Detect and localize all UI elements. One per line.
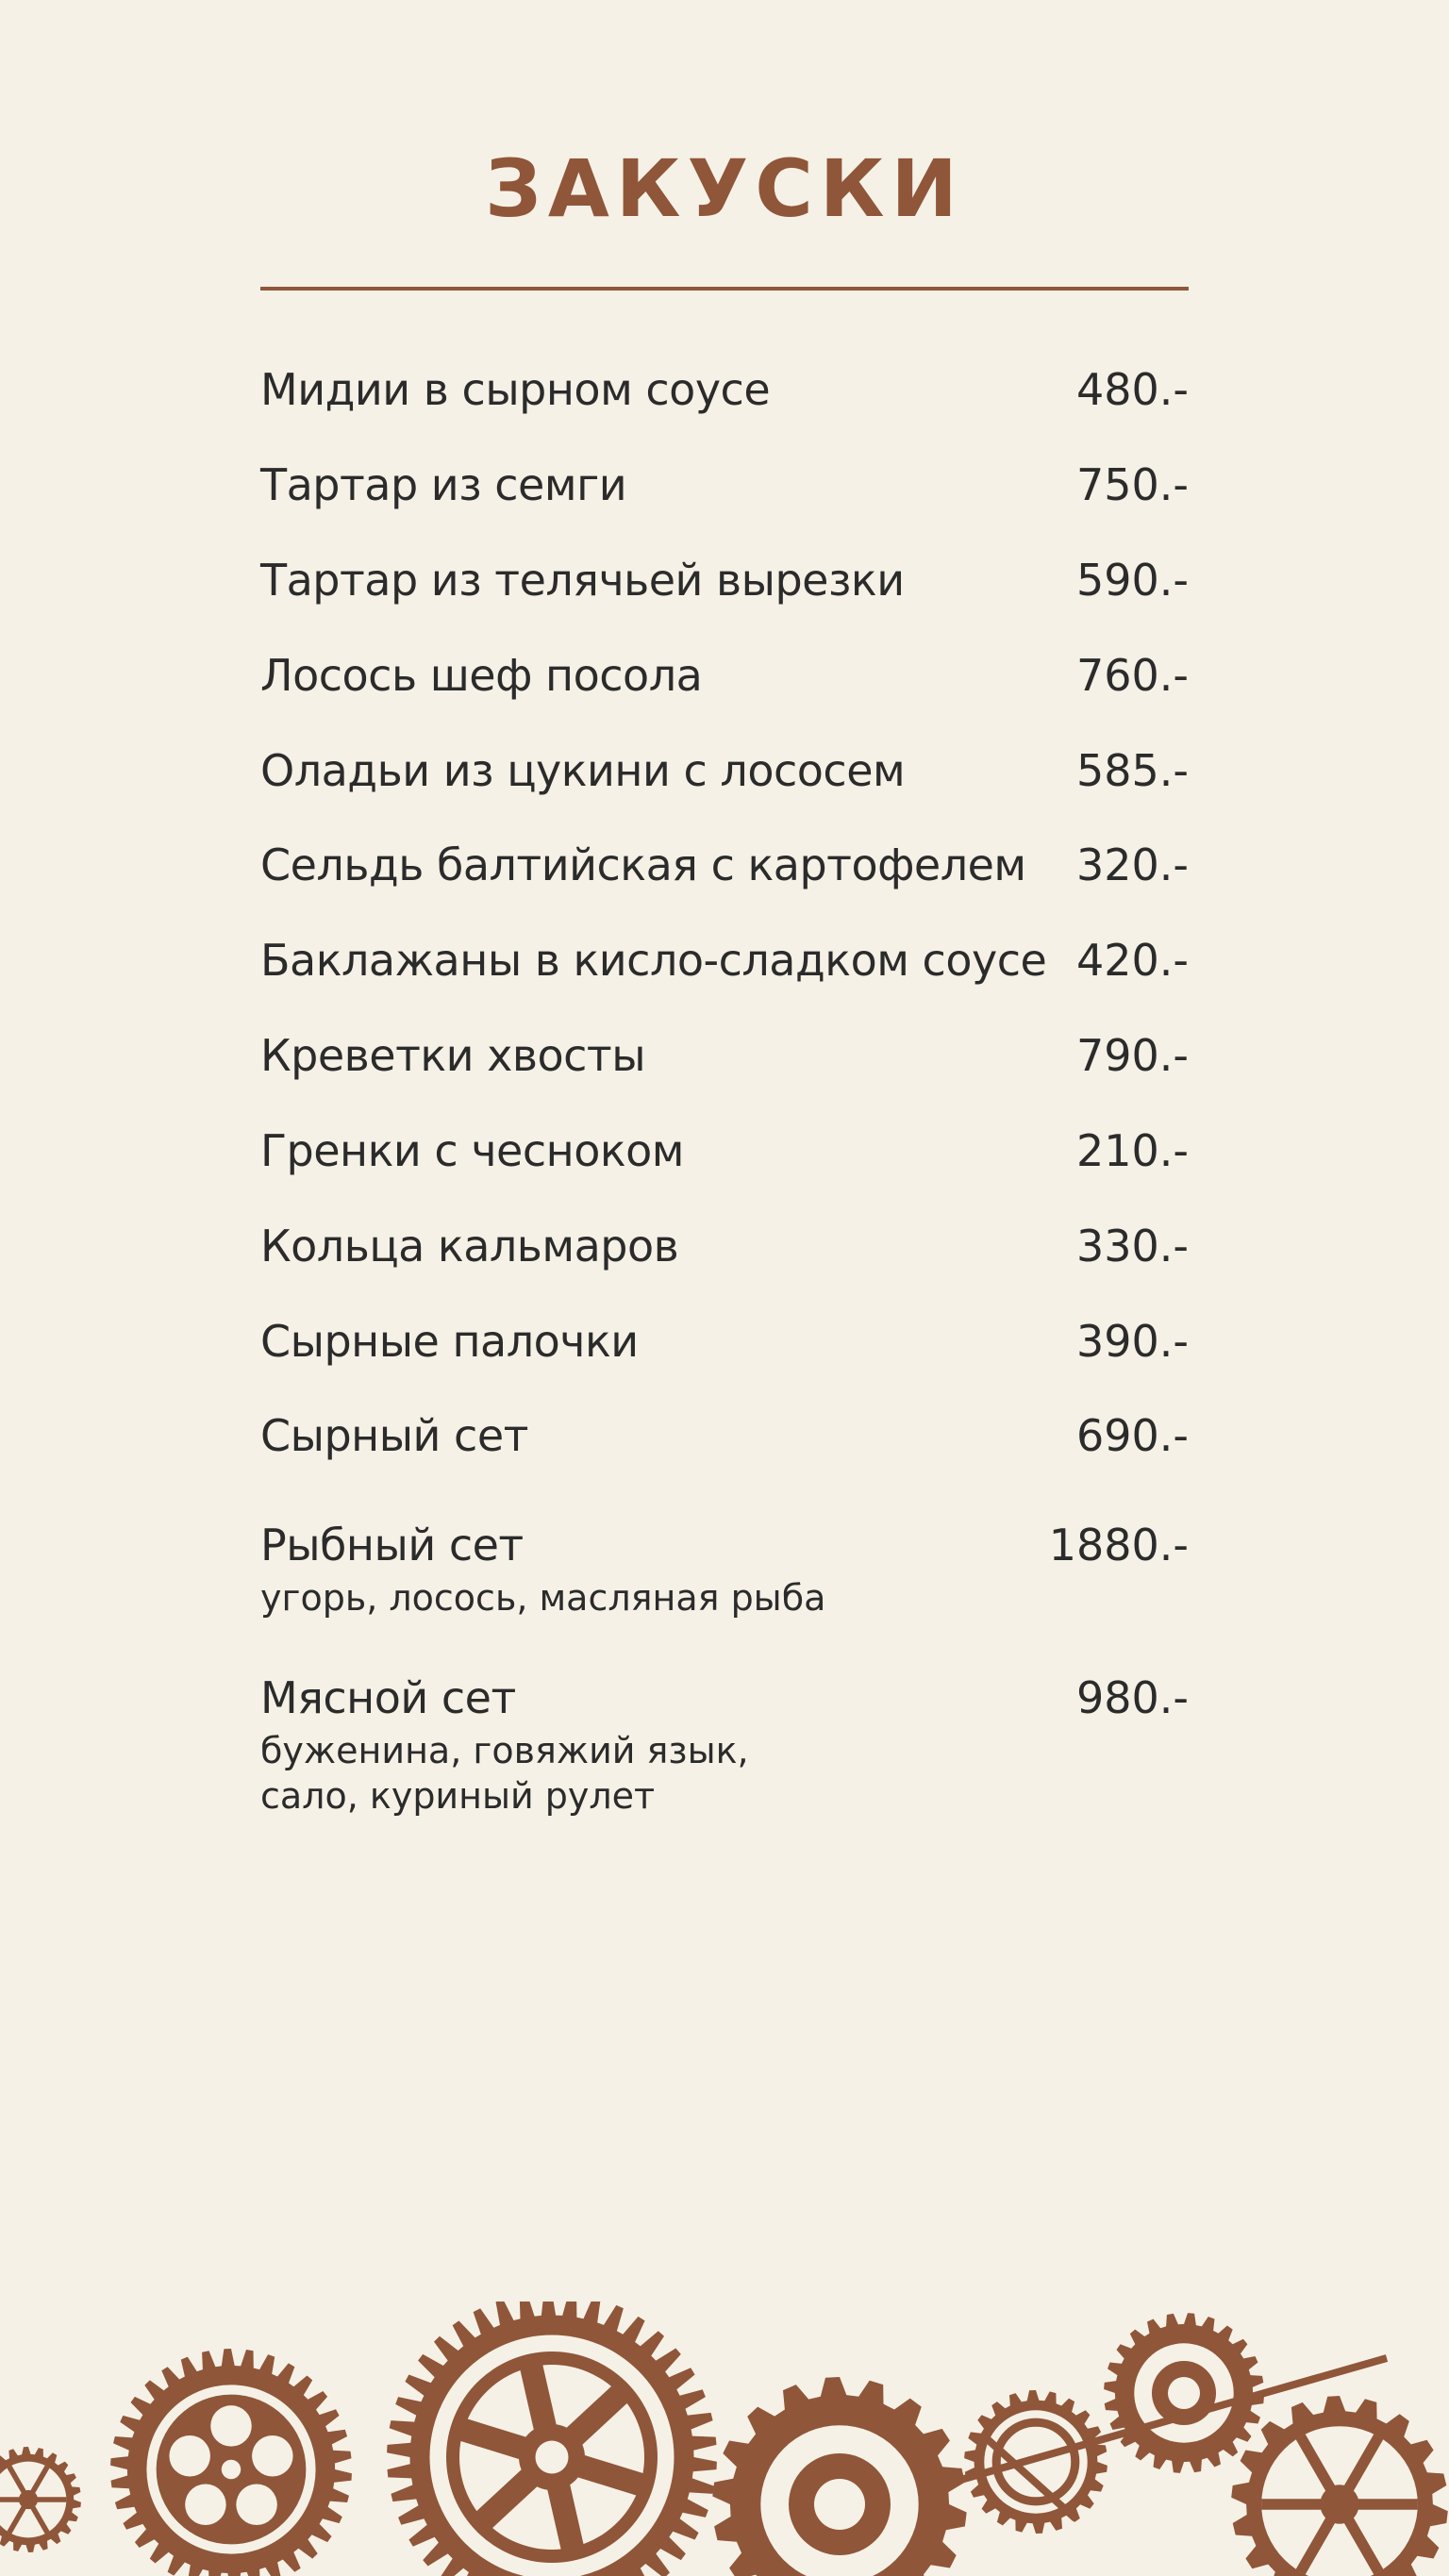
- item-price: 320.-: [1075, 839, 1189, 890]
- item-name: Креветки хвосты: [260, 1030, 646, 1081]
- item-price: 1880.-: [1048, 1520, 1189, 1571]
- item-price: 585.-: [1075, 745, 1189, 796]
- item-price: 330.-: [1075, 1221, 1189, 1271]
- item-name: Сельдь балтийская с картофелем: [260, 839, 1026, 890]
- item-name: Кольца кальмаров: [260, 1221, 679, 1271]
- item-price: 980.-: [1075, 1672, 1189, 1723]
- item-description: буженина, говяжий язык, сало, куриный рулет: [260, 1730, 749, 1817]
- item-name: Мидии в сырном соусе: [260, 364, 771, 415]
- item-name: Баклажаны в кисло-сладком соусе: [260, 935, 1047, 986]
- gear-icon: [712, 2377, 966, 2576]
- item-price: 420.-: [1075, 935, 1189, 986]
- gear-icon: [110, 2349, 352, 2576]
- item-name: Гренки с чесноком: [260, 1125, 684, 1176]
- item-price: 390.-: [1075, 1316, 1189, 1367]
- item-name: Рыбный сет: [260, 1520, 524, 1571]
- item-price: 760.-: [1075, 650, 1189, 701]
- gear-icon: [1104, 2313, 1264, 2473]
- item-name: Тартар из семги: [260, 459, 627, 510]
- gear-icon: [0, 2447, 81, 2552]
- item-name: Мясной сет: [260, 1672, 516, 1723]
- title-divider: [260, 287, 1189, 291]
- page-title: ЗАКУСКИ: [485, 142, 964, 235]
- gear-icon: [387, 2302, 717, 2576]
- item-name: Сырные палочки: [260, 1316, 639, 1367]
- item-name: Тартар из телячьей вырезки: [260, 555, 905, 606]
- item-description: угорь, лосось, масляная рыба: [260, 1577, 826, 1619]
- gear-decoration: [0, 2302, 1449, 2576]
- item-name: Лосось шеф посола: [260, 650, 703, 701]
- item-price: 590.-: [1075, 555, 1189, 606]
- item-name: Сырный сет: [260, 1410, 528, 1461]
- item-price: 480.-: [1075, 364, 1189, 415]
- item-price: 210.-: [1075, 1125, 1189, 1176]
- item-price: 690.-: [1075, 1410, 1189, 1461]
- item-price: 790.-: [1075, 1030, 1189, 1081]
- item-price: 750.-: [1075, 459, 1189, 510]
- item-name: Оладьи из цукини с лососем: [260, 745, 906, 796]
- gear-icon: [1231, 2396, 1448, 2576]
